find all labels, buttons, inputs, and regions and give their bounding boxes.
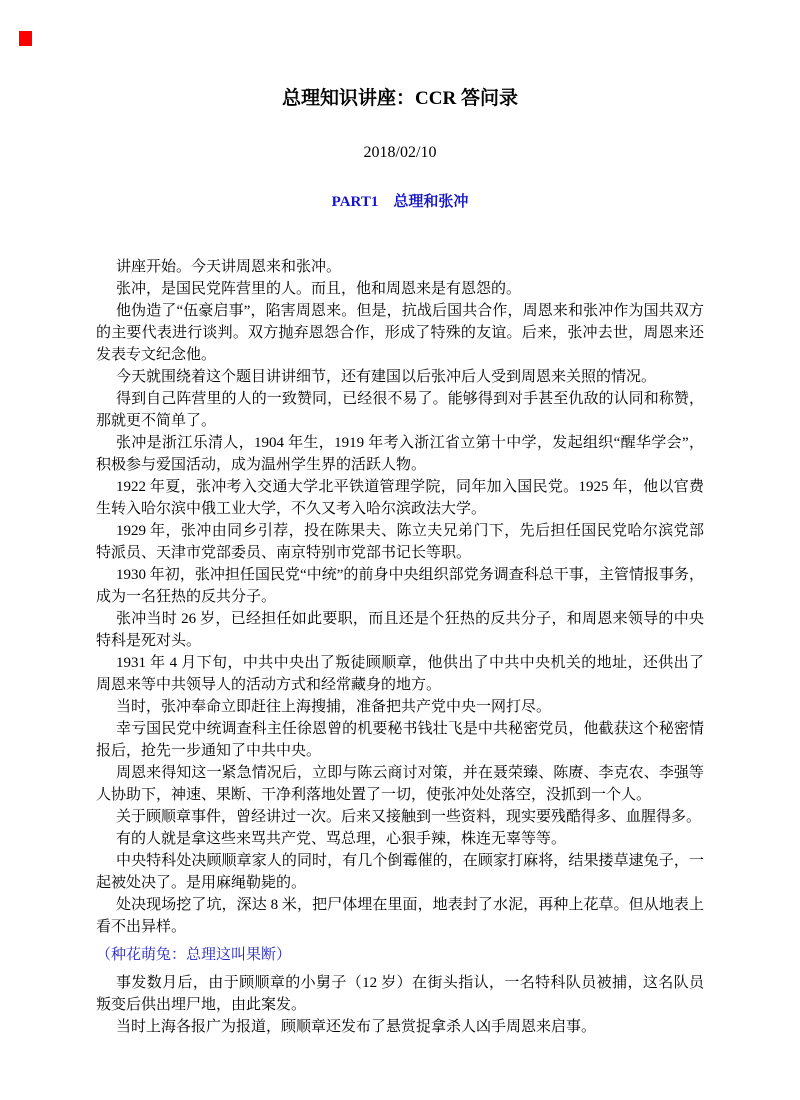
body-paragraph: 张冲是浙江乐清人，1904 年生，1919 年考入浙江省立第十中学，发起组织“醒华学会”，积极参与爱国活动，成为温州学生界的活跃人物。 — [96, 435, 704, 473]
body-paragraph: 今天就围绕着这个题目讲讲细节，还有建国以后张冲后人受到周恩来关照的情况。 — [116, 369, 657, 385]
body-paragraph: 张冲当时 26 岁，已经担任如此要职，而且还是个狂热的反共分子，和周恩来领导的中央特科是死对头。 — [96, 611, 704, 649]
paragraph-group-part2 — [96, 972, 704, 1038]
body-paragraph: 1922 年夏，张冲考入交通大学北平铁道管理学院，同年加入国民党。1925 年，他以官费生转入哈尔滨中俄工业大学，不久又考入哈尔滨政法大学。 — [96, 479, 704, 517]
document-body — [96, 256, 704, 1038]
body-paragraph: 张冲，是国民党阵营里的人。而且，他和周恩来是有恩怨的。 — [116, 281, 522, 297]
paragraph-group-part1 — [96, 256, 704, 938]
body-paragraph: 讲座开始。今天讲周恩来和张冲。 — [116, 259, 342, 275]
body-paragraph: 1929 年，张冲由同乡引荐，投在陈果夫、陈立夫兄弟门下，先后担任国民党哈尔滨党部特派员、天津市党部委员、南京特别市党部书记长等职。 — [96, 523, 704, 561]
body-paragraph: 中央特科处决顾顺章家人的同时，有几个倒霉催的，在顾家打麻将，结果搂草逮兔子，一起被处决了。是用麻绳勒毙的。 — [96, 853, 704, 891]
body-paragraph: 幸亏国民党中统调查科主任徐恩曾的机要秘书钱壮飞是中共秘密党员，他截获这个秘密情报后，抢先一步通知了中共中央。 — [96, 721, 704, 759]
body-paragraph: 关于顾顺章事件，曾经讲过一次。后来又接触到一些资料，现实要残酷得多、血腥得多。 — [116, 809, 702, 825]
body-paragraph: 1930 年初，张冲担任国民党“中统”的前身中央组织部党务调查科总干事，主管情报事务，成为一名狂热的反共分子。 — [96, 567, 704, 605]
commenter-annotation: （种花萌兔：总理这叫果断） — [96, 947, 292, 963]
document-title: 总理知识讲座：CCR 答问录 — [282, 88, 518, 109]
section-heading-part1: PART1 总理和张冲 — [331, 194, 469, 210]
body-paragraph: 当时上海各报广为报道，顾顺章还发布了悬赏捉拿杀人凶手周恩来启事。 — [116, 1019, 597, 1035]
body-paragraph: 周恩来得知这一紧急情况后，立即与陈云商讨对策，并在聂荣臻、陈赓、李克农、李强等人协助下，神速、果断、干净利落地处置了一切，使张冲处处落空，没抓到一个人。 — [96, 765, 704, 803]
body-paragraph: 1931 年 4 月下旬，中共中央出了叛徒顾顺章，他供出了中共中央机关的地址，还供出了周恩来等中共领导人的活动方式和经常藏身的地方。 — [96, 655, 704, 693]
body-paragraph: 有的人就是拿这些来骂共产党、骂总理，心狠手辣，株连无辜等等。 — [116, 831, 567, 847]
body-paragraph: 当时，张冲奉命立即赶往上海搜捕，准备把共产党中央一网打尽。 — [116, 699, 552, 715]
red-marker — [19, 31, 32, 46]
body-paragraph: 他伪造了“伍豪启事”，陷害周恩来。但是，抗战后国共合作，周恩来和张冲作为国共双方的主要代表进行谈判。双方抛弃恩怨合作，形成了特殊的友谊。后来，张冲去世，周恩来还发表专文纪念他。 — [96, 303, 704, 363]
body-paragraph: 处决现场挖了坑，深达 8 米，把尸体埋在里面，地表封了水泥，再种上花草。但从地表上看不出异样。 — [96, 897, 704, 935]
document-date: 2018/02/10 — [363, 144, 437, 161]
body-paragraph: 得到自己阵营里的人的一致赞同，已经很不易了。能够得到对手甚至仇敌的认同和称赞，那就更不简单了。 — [96, 391, 704, 429]
body-paragraph: 事发数月后，由于顾顺章的小舅子（12 岁）在街头指认，一名特科队员被捕，这名队员叛变后供出埋尸地，由此案发。 — [96, 975, 704, 1013]
